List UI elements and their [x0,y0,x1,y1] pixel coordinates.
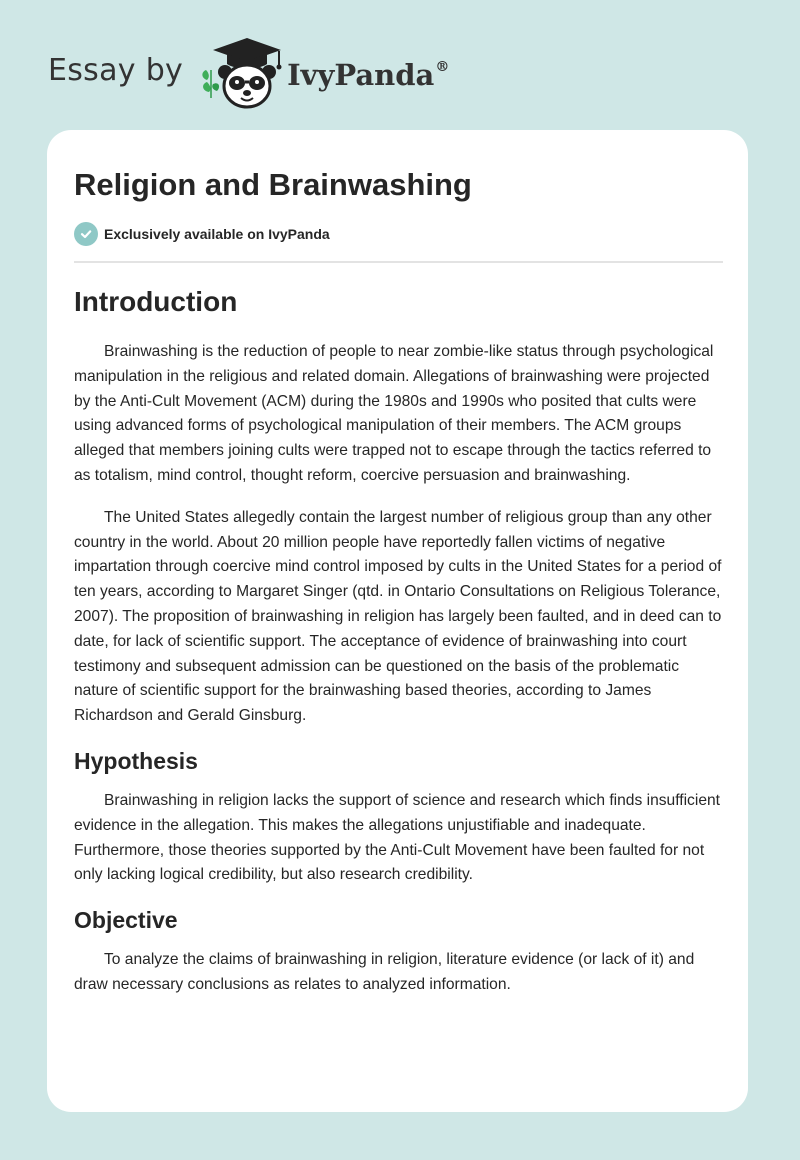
section-heading: Objective [74,907,178,934]
article-card [47,130,748,1112]
title-divider [74,261,723,263]
section-introduction [74,284,723,729]
section-objective [74,905,723,998]
section-heading: Hypothesis [74,747,198,774]
paragraph: Brainwashing in religion lacks the support of science and research which finds insufficient evidence in the allegation. This makes the allegations unjustifiable and inadequate. Furthermore, those theories supported by the Anti-Cult Movement have been faulted for not only lacking logical credibility, but also research credibility. [74,791,720,884]
paragraph: The United States allegedly contain the largest number of religious group than any other country in the world. About 20 million people have reportedly fallen victims of negative impartation through coercive mind control imposed by cults in the United States for a period of ten years, according to Margaret Singer (qtd. in Ontario Consultations on Religious Tolerance, 2007). The proposition of brainwashing in religion has largely been faulted, and in deed can to date, for lack of scientific support. The acceptance of evidence of brainwashing into court testimony and subsequent admission can be questioned on the basis of the problematic nature of scientific support for the brainwashing based theories, according to James Richardson and Gerald Ginsburg. [74,508,722,725]
section-heading: Introduction [74,286,238,317]
panda-graduate-icon[interactable] [199,34,285,110]
brand-name[interactable]: IvyPanda® [287,58,450,92]
registered-mark: ® [435,59,450,75]
essay-by-label: Essay by [48,52,184,88]
site-header [48,34,449,110]
paragraph: Brainwashing is the reduction of people to near zombie-like status through psychological manipulation in the religious and related domain. Allegations of brainwashing were projected by the Anti-Cult Movement (ACM) during the 1980s and 1990s who posited that cults were using advanced forms of psychological manipulation of their members. The ACM groups alleged that members joining cults were trapped not to escape through the tactics referred to as totalism, mind control, thought reform, coercive persuasion and brainwashing. [74,343,714,484]
exclusive-badge [74,222,330,246]
page-title: Religion and Brainwashing [74,167,472,202]
ivy-leaf-icon [202,70,219,98]
exclusive-badge-label: Exclusively available on IvyPanda [104,226,330,242]
check-circle-icon [74,222,98,246]
article-body [74,284,723,1015]
paragraph: To analyze the claims of brainwashing in religion, literature evidence (or lack of it) and draw necessary conclusions as relates to analyzed information. [74,951,695,993]
section-hypothesis [74,746,723,888]
